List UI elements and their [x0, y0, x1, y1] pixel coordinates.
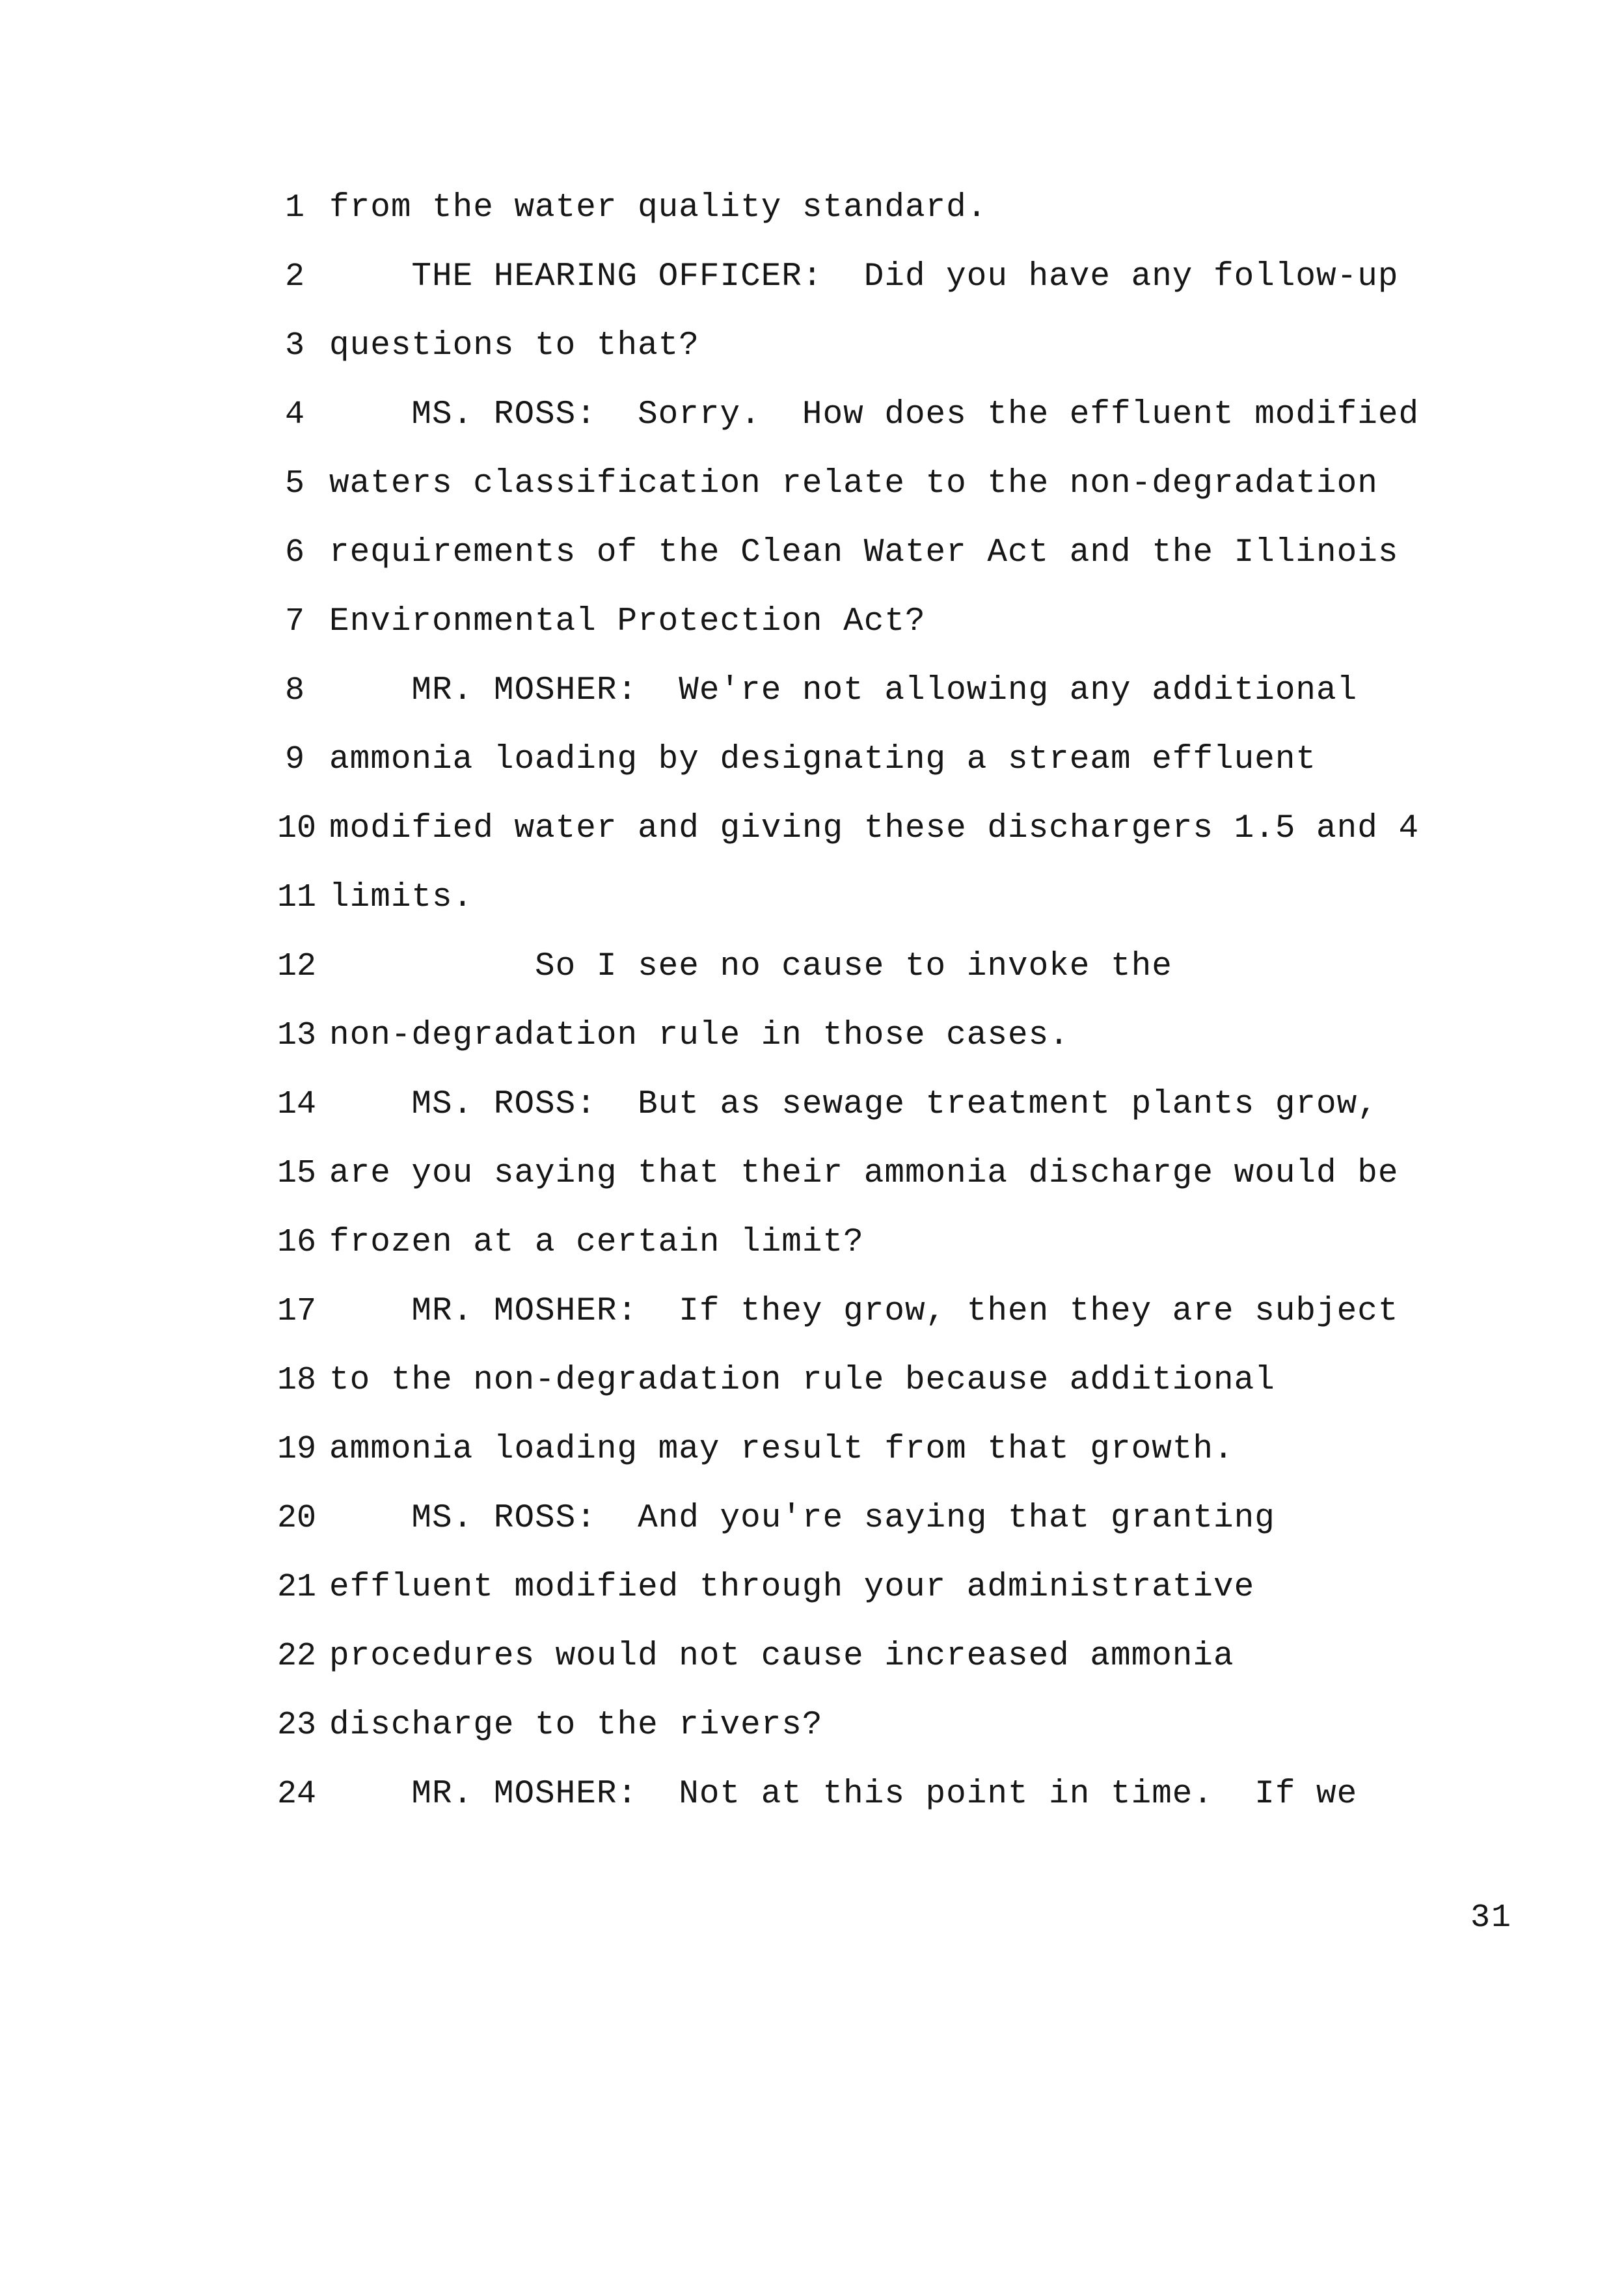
transcript-line: [0, 588, 926, 656]
transcript-line: [0, 1140, 1399, 1208]
line-number: 2: [284, 258, 304, 295]
line-text: questions to that?: [329, 327, 699, 364]
page-number: 31: [1470, 1899, 1513, 1936]
line-number: 13: [277, 1017, 316, 1054]
line-number: 9: [284, 741, 304, 778]
line-text: THE HEARING OFFICER: Did you have any follow-up: [329, 258, 1399, 295]
line-text: MR. MOSHER: We're not allowing any additional: [329, 672, 1358, 709]
line-text: effluent modified through your administrative: [329, 1569, 1255, 1606]
line-text: MS. ROSS: And you're saying that granting: [329, 1500, 1275, 1537]
line-text: So I see no cause to invoke the: [329, 948, 1172, 985]
transcript-line: [0, 312, 699, 380]
line-number: 10: [277, 810, 316, 847]
line-number: 16: [277, 1224, 316, 1261]
line-text: discharge to the rivers?: [329, 1707, 823, 1744]
line-number: 14: [277, 1086, 316, 1123]
line-text: MR. MOSHER: Not at this point in time. If we: [329, 1776, 1358, 1813]
line-number: 15: [277, 1155, 316, 1192]
line-number: 6: [284, 534, 304, 571]
transcript-line: [0, 1347, 1275, 1415]
line-number: 20: [277, 1500, 316, 1537]
line-number: 3: [284, 327, 304, 364]
line-text: non-degradation rule in those cases.: [329, 1017, 1070, 1054]
transcript-line: [0, 1416, 1234, 1484]
transcript-line: [0, 726, 1317, 794]
transcript-line: [0, 1071, 1378, 1139]
transcript-line: [0, 174, 988, 242]
line-number: 7: [284, 603, 304, 640]
transcript-line: [0, 243, 1399, 311]
line-text: procedures would not cause increased ammonia: [329, 1638, 1234, 1675]
transcript-line: [0, 795, 1420, 863]
line-text: MS. ROSS: Sorry. How does the effluent modified: [329, 396, 1420, 433]
line-text: Environmental Protection Act?: [329, 603, 926, 640]
line-text: MS. ROSS: But as sewage treatment plants grow,: [329, 1086, 1378, 1123]
transcript-line: [0, 657, 1358, 725]
line-number: 22: [277, 1638, 316, 1675]
transcript-line: [0, 933, 1172, 1001]
transcript-line: [0, 1002, 1070, 1070]
line-text: MR. MOSHER: If they grow, then they are subject: [329, 1293, 1399, 1330]
line-number: 8: [284, 672, 304, 709]
line-number: 5: [284, 465, 304, 502]
line-number: 21: [277, 1569, 316, 1606]
line-text: ammonia loading may result from that growth.: [329, 1431, 1234, 1468]
line-number: 1: [284, 189, 304, 226]
transcript-line: [0, 1554, 1255, 1622]
line-text: waters classification relate to the non-degradation: [329, 465, 1378, 502]
line-text: are you saying that their ammonia discharge would be: [329, 1155, 1399, 1192]
line-number: 23: [277, 1707, 316, 1744]
line-text: requirements of the Clean Water Act and the Illinois: [329, 534, 1399, 571]
transcript-line: [0, 1761, 1358, 1828]
line-text: to the non-degradation rule because additional: [329, 1362, 1275, 1399]
transcript-line: [0, 1209, 864, 1277]
line-number: 12: [277, 948, 316, 985]
transcript-line: [0, 1692, 823, 1759]
line-text: frozen at a certain limit?: [329, 1224, 864, 1261]
transcript-line: [0, 519, 1399, 587]
transcript-line: [0, 864, 474, 932]
transcript-line: [0, 1278, 1399, 1346]
transcript-line: [0, 381, 1420, 449]
line-text: modified water and giving these dischargers 1.5 and 4: [329, 810, 1420, 847]
line-number: 11: [277, 879, 316, 916]
transcript-line: [0, 450, 1378, 518]
line-text: from the water quality standard.: [329, 189, 988, 226]
line-number: 4: [284, 396, 304, 433]
line-number: 24: [277, 1776, 316, 1813]
line-number: 19: [277, 1431, 316, 1468]
transcript-line: [0, 1623, 1234, 1691]
line-text: ammonia loading by designating a stream effluent: [329, 741, 1317, 778]
line-text: limits.: [329, 879, 474, 916]
line-number: 17: [277, 1293, 316, 1330]
line-number: 18: [277, 1362, 316, 1399]
transcript-line: [0, 1485, 1275, 1553]
